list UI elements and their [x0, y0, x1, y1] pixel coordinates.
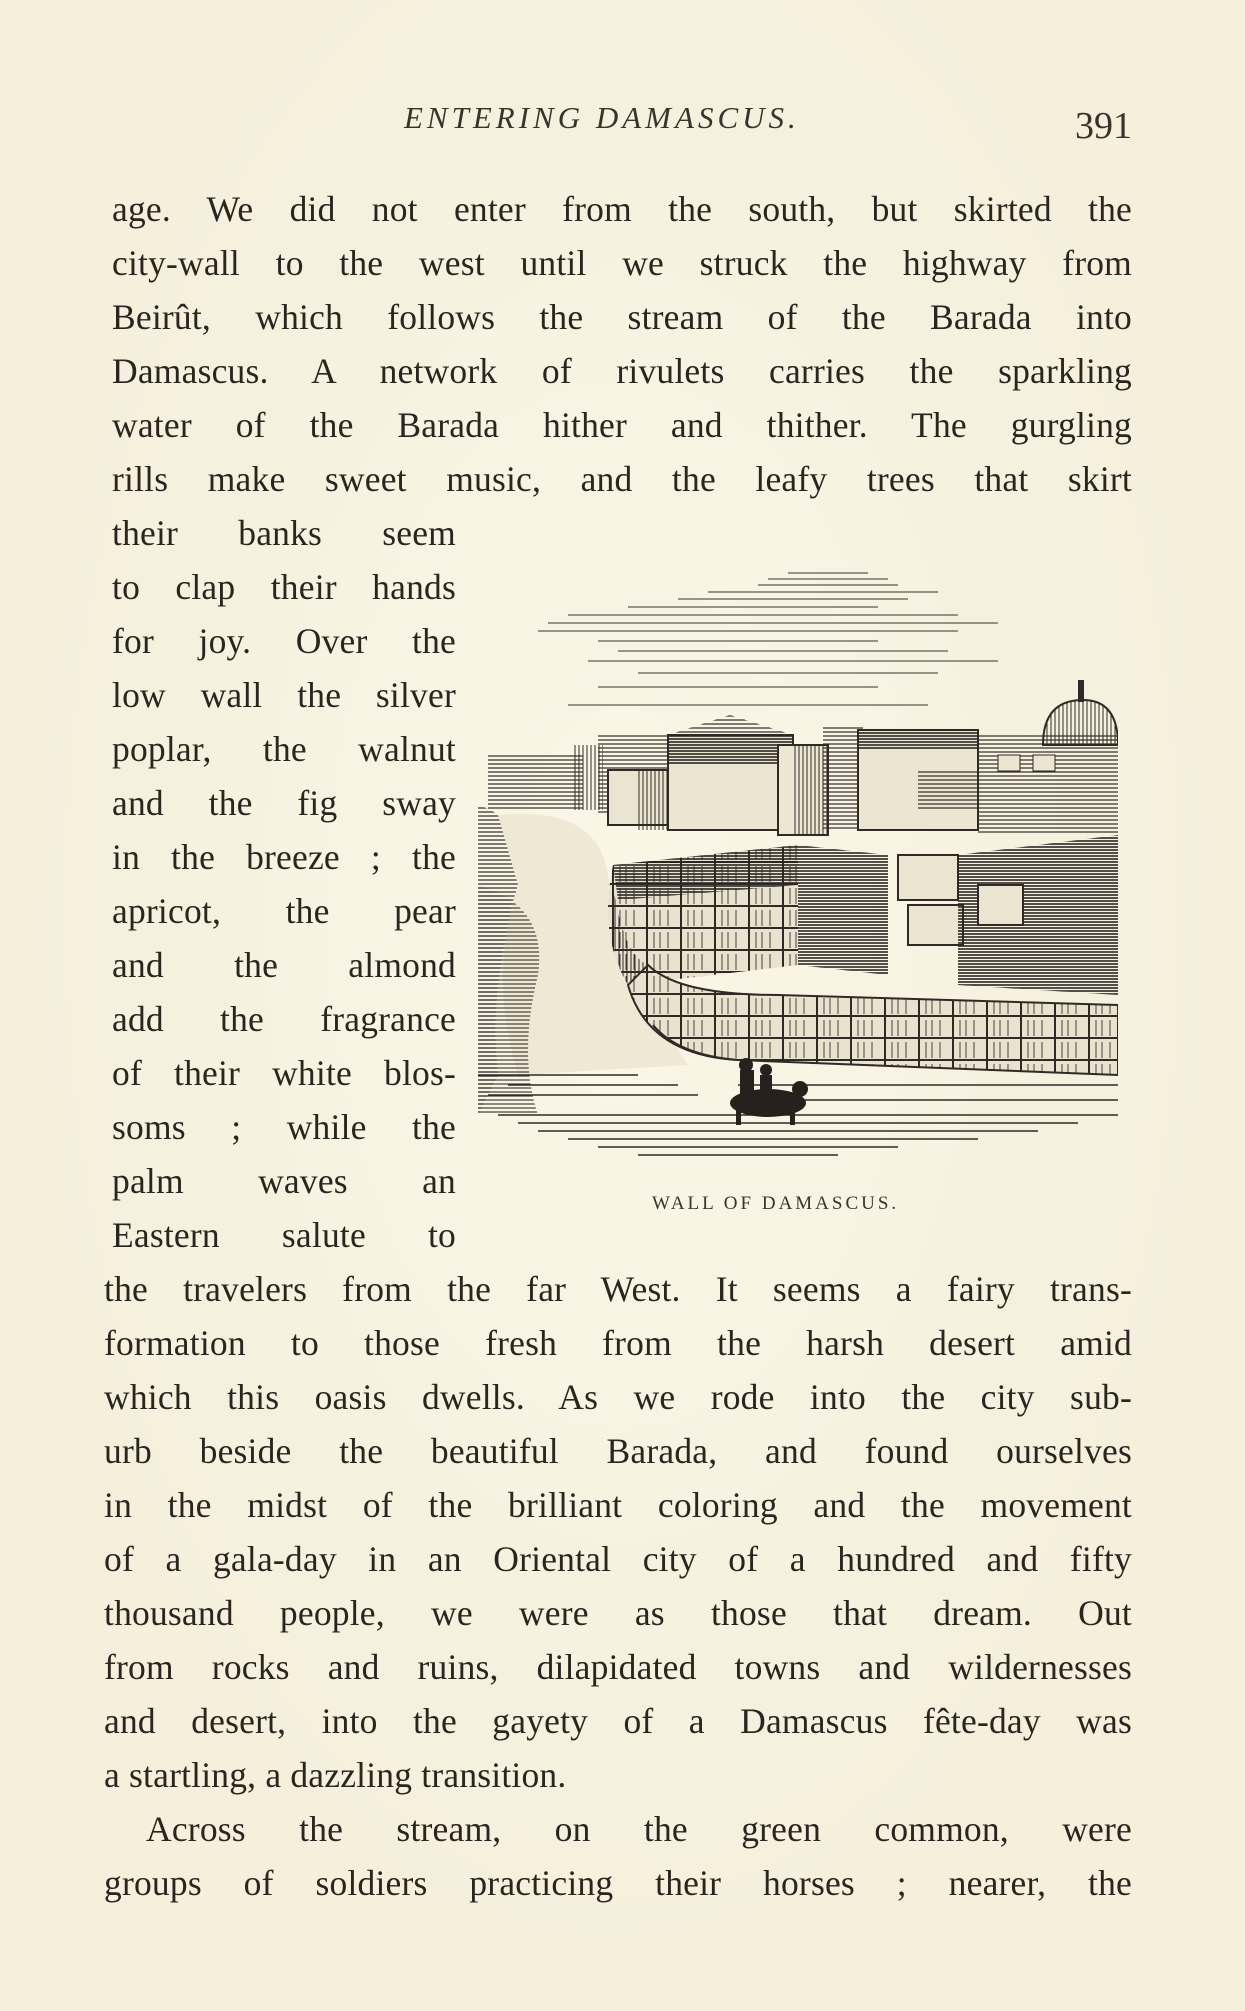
text-line: poplar, the walnut [112, 729, 456, 769]
text-line: water of the Barada hither and thither. The gurgling [112, 405, 1132, 445]
text-line: soms ; while the [112, 1107, 456, 1147]
figure-caption: WALL OF DAMASCUS. [652, 1193, 900, 1214]
text-line: apricot, the pear [112, 891, 456, 931]
text-line: from rocks and ruins, dilapidated towns and wildernesses [104, 1647, 1132, 1687]
text-line: and the fig sway [112, 783, 456, 823]
text-line: their banks seem [112, 513, 456, 553]
text-line: Damascus. A network of rivulets carries the sparkling [112, 351, 1132, 391]
text-line: and the almond [112, 945, 456, 985]
text-line: thousand people, we were as those that dream. Out [104, 1593, 1132, 1633]
text-line: for joy. Over the [112, 621, 456, 661]
text-line: city-wall to the west until we struck the highway from [112, 243, 1132, 283]
text-line: in the breeze ; the [112, 837, 456, 877]
text-line: of their white blos- [112, 1053, 456, 1093]
text-line: low wall the silver [112, 675, 456, 715]
text-line: Eastern salute to [112, 1215, 456, 1255]
text-line: urb beside the beautiful Barada, and found ourselves [104, 1431, 1132, 1471]
paragraph-first-line: Across the stream, on the green common, were [146, 1809, 1132, 1849]
text-line: add the fragrance [112, 999, 456, 1039]
text-line: in the midst of the brilliant coloring and the movement [104, 1485, 1132, 1525]
text-line: the travelers from the far West. It seems a fairy trans- [104, 1269, 1132, 1309]
text-line: palm waves an [112, 1161, 456, 1201]
running-head: ENTERING DAMASCUS. [404, 100, 800, 135]
text-line: of a gala-day in an Oriental city of a hundred and fifty [104, 1539, 1132, 1579]
text-line: which this oasis dwells. As we rode into the city sub- [104, 1377, 1132, 1417]
text-line: formation to those fresh from the harsh desert amid [104, 1323, 1132, 1363]
text-line: and desert, into the gayety of a Damascus fête-day was [104, 1701, 1132, 1741]
text-line: a startling, a dazzling transition. [104, 1755, 567, 1795]
text-line: to clap their hands [112, 567, 456, 607]
page-number: 391 [1075, 105, 1132, 147]
text-line: rills make sweet music, and the leafy trees that skirt [112, 459, 1132, 499]
text-line: Beirût, which follows the stream of the Barada into [112, 297, 1132, 337]
text-line: age. We did not enter from the south, but skirted the [112, 189, 1132, 229]
wall-of-damascus-engraving [478, 555, 1118, 1180]
text-line: groups of soldiers practicing their horses ; nearer, the [104, 1863, 1132, 1903]
